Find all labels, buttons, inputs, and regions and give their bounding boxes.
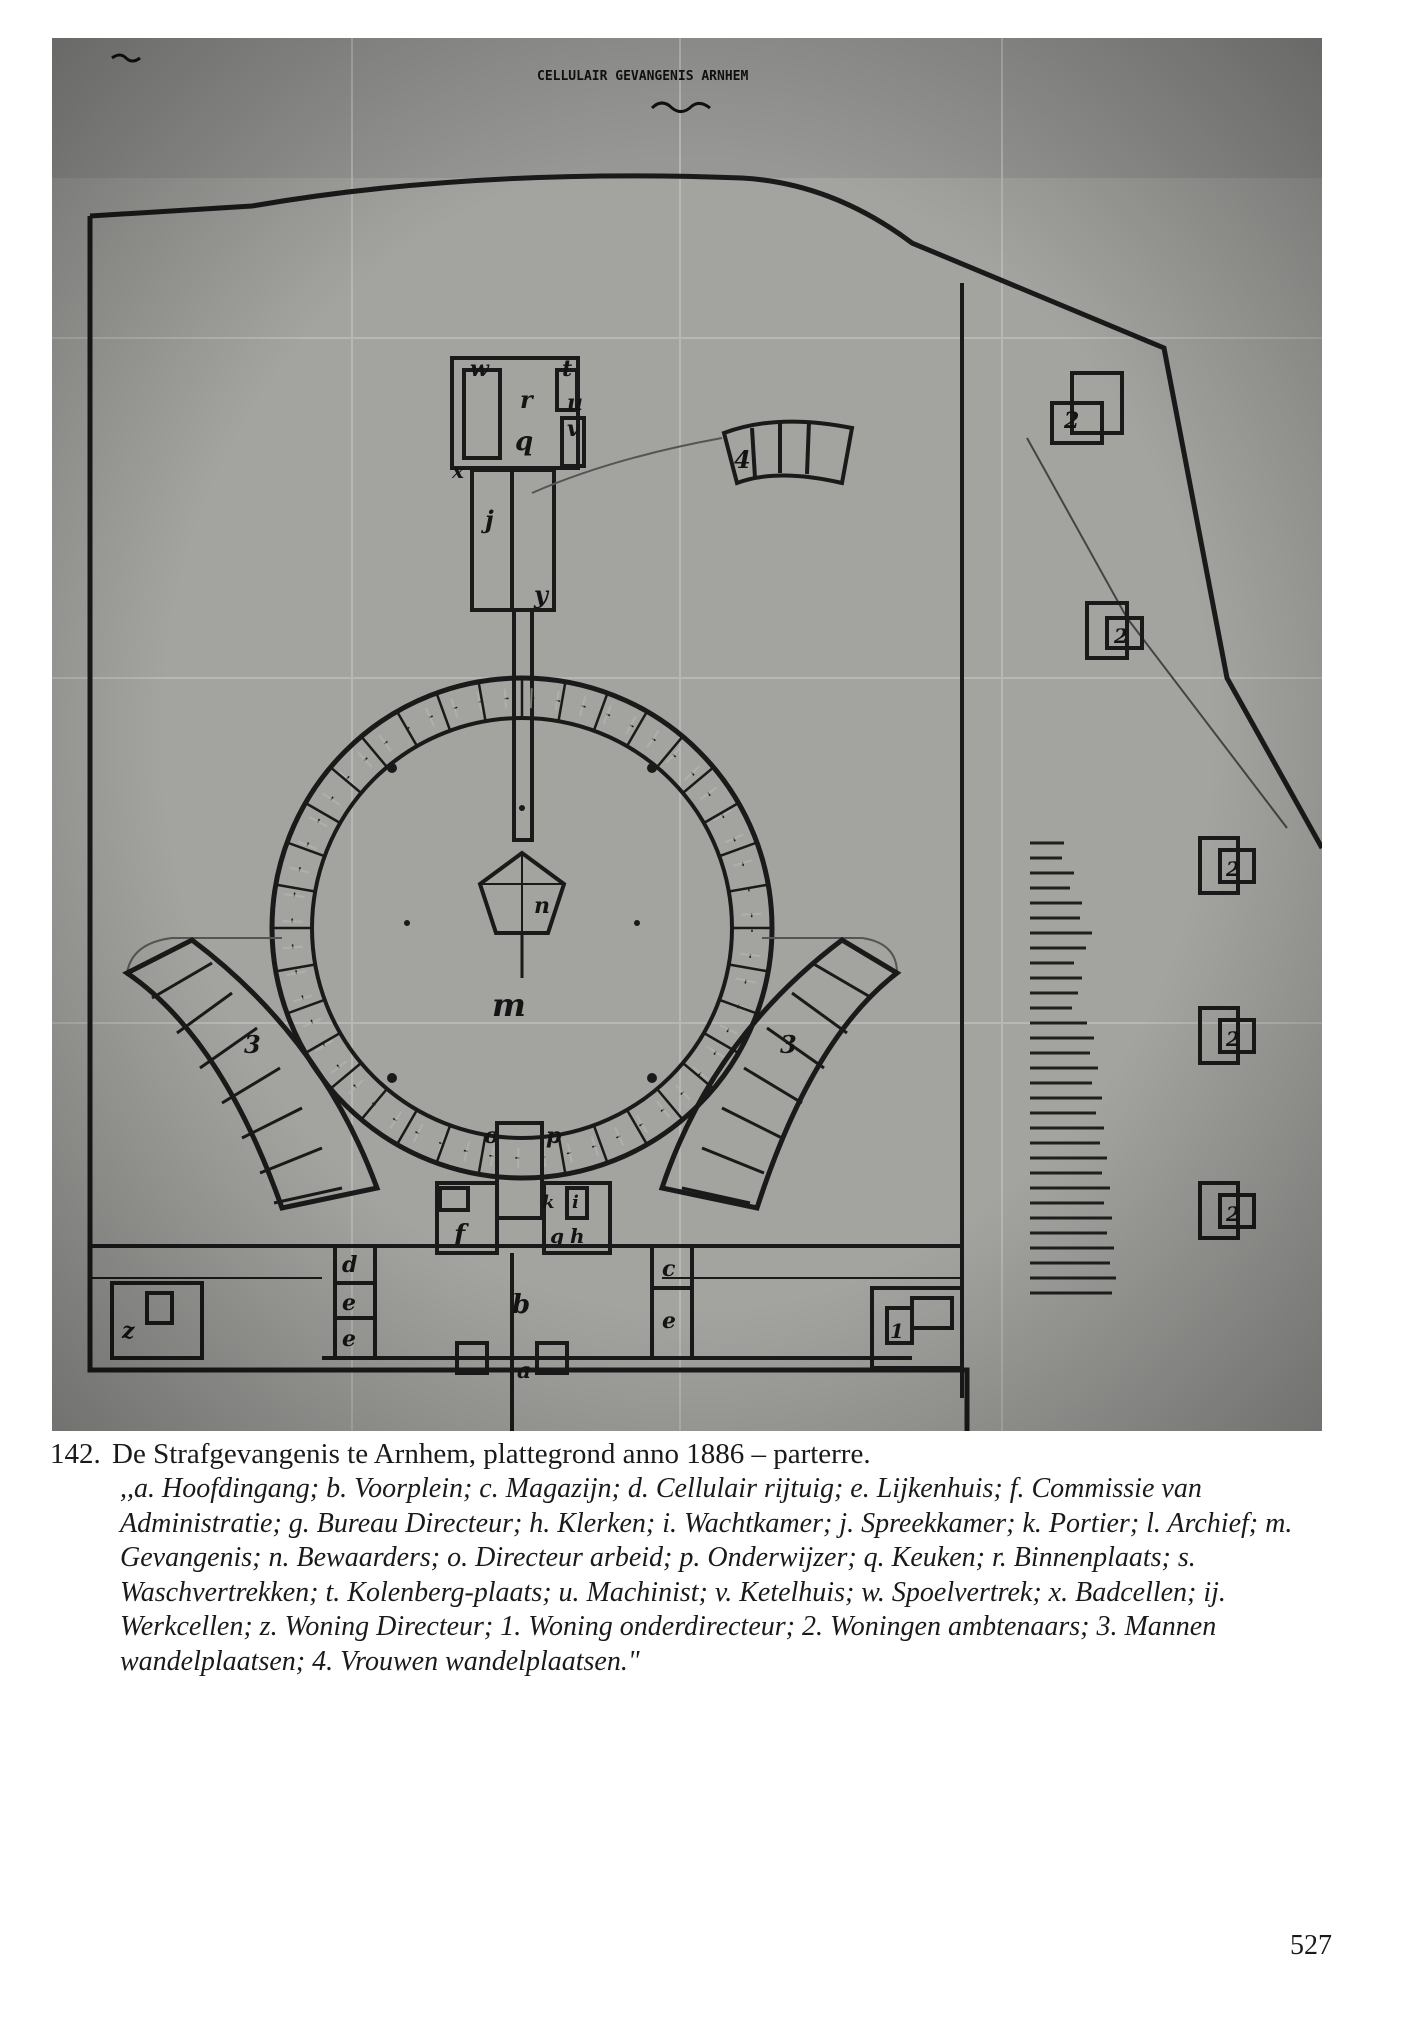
figure-number: 142. (50, 1438, 101, 1470)
caption-title: De Strafgevangenis te Arnhem, plattegrond anno 1886 – parterre. (112, 1438, 871, 1470)
floor-plan-photo (52, 38, 1322, 1431)
figure-caption (50, 1436, 1342, 1679)
caption-title-line (50, 1436, 1342, 1472)
floor-plan-drawing (52, 38, 1322, 1431)
page-number: 527 (1290, 1930, 1332, 1961)
photo-vignette (52, 38, 1322, 1431)
caption-legend: ,,a. Hoofdingang; b. Voorplein; c. Magazijn; d. Cellulair rijtuig; e. Lijkenhuis; f. Commissie van Administratie; g. Bureau Directeur; h. Klerken; i. Wachtkamer; j. Spreekkamer; k. Portier; l. Archief; m. Gevangenis; n. Bewaarders; o. Directeur arbeid; p. Onderwijzer; q. Keuken; r. Binnenplaats; s. Waschvertrekken; t. Kolenberg-plaats; u. Machinist; v. Ketelhuis; w. Spoelvertrek; x. Badcellen; ij. Werkcellen; z. Woning Directeur; 1. Woning onderdirecteur; 2. Woningen ambtenaars; 3. Mannen wandelplaatsen; 4. Vrouwen wandelplaatsen." (120, 1473, 1293, 1677)
